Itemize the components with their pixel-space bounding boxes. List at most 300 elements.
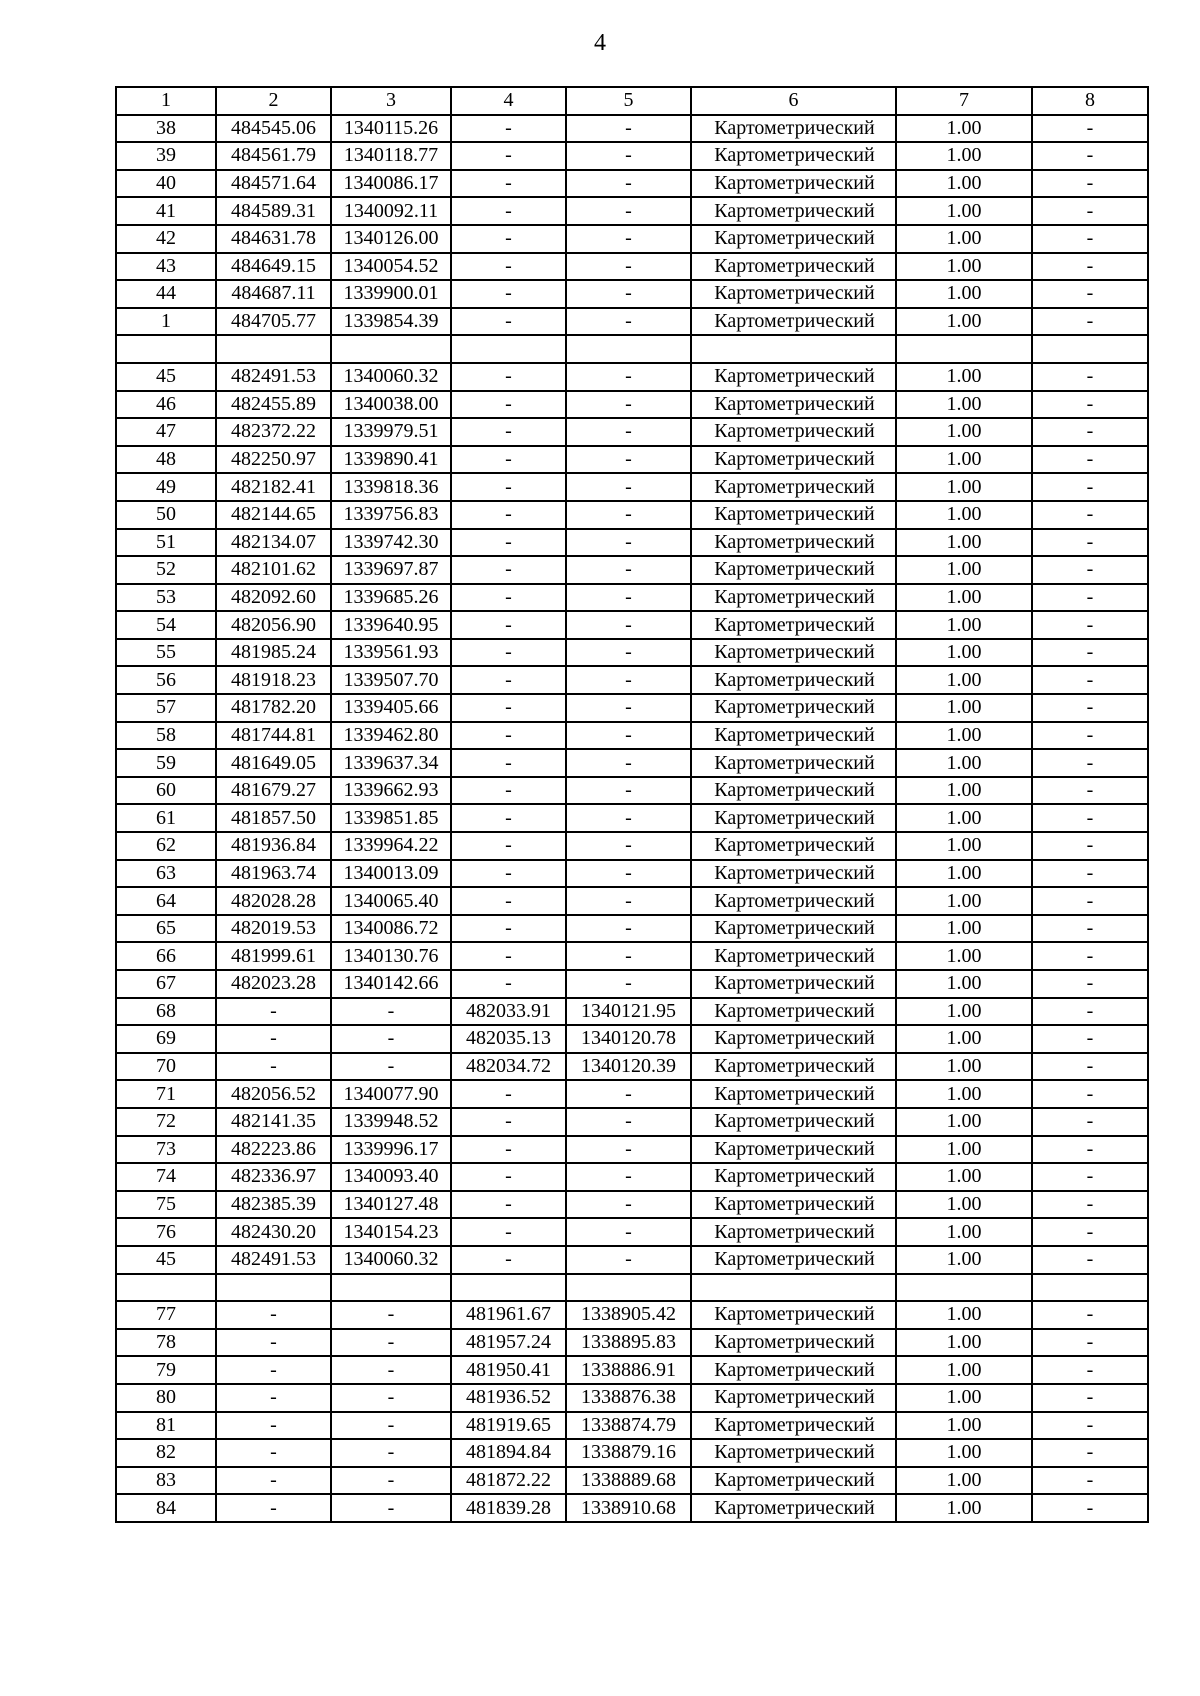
cell-x: - xyxy=(216,1053,331,1081)
cell-y-new: - xyxy=(566,556,691,584)
cell-description: - xyxy=(1032,529,1148,557)
cell-y-new: - xyxy=(566,749,691,777)
table-row xyxy=(116,115,1148,143)
cell-x: 481744.81 xyxy=(216,722,331,750)
cell-point-number: 68 xyxy=(116,998,216,1026)
cell-point-number: 82 xyxy=(116,1439,216,1467)
cell-x: 482141.35 xyxy=(216,1108,331,1136)
cell-accuracy: 1.00 xyxy=(896,942,1032,970)
cell-point-number: 78 xyxy=(116,1329,216,1357)
cell-accuracy: 1.00 xyxy=(896,556,1032,584)
cell-point-number: 51 xyxy=(116,529,216,557)
cell-x: 481936.84 xyxy=(216,832,331,860)
cell-y: 1340054.52 xyxy=(331,253,451,281)
cell-point-number: 83 xyxy=(116,1467,216,1495)
cell-method: Картометрический xyxy=(691,832,896,860)
table-row xyxy=(116,860,1148,888)
cell-accuracy: 1.00 xyxy=(896,915,1032,943)
cell-description: - xyxy=(1032,1246,1148,1274)
table-row xyxy=(116,1301,1148,1329)
cell-y: 1339996.17 xyxy=(331,1136,451,1164)
cell-method: Картометрический xyxy=(691,1246,896,1274)
cell-x-new: - xyxy=(451,280,566,308)
column-header: 2 xyxy=(216,87,331,115)
cell-accuracy: 1.00 xyxy=(896,142,1032,170)
cell-accuracy: 1.00 xyxy=(896,529,1032,557)
cell-accuracy: 1.00 xyxy=(896,1467,1032,1495)
cell-y-new: - xyxy=(566,1191,691,1219)
cell-description: - xyxy=(1032,418,1148,446)
cell-y-new: - xyxy=(566,860,691,888)
cell-x: 484687.11 xyxy=(216,280,331,308)
cell-method: Картометрический xyxy=(691,1163,896,1191)
cell-y: - xyxy=(331,1439,451,1467)
table-header-row xyxy=(116,87,1148,115)
cell-point-number: 77 xyxy=(116,1301,216,1329)
cell-description: - xyxy=(1032,170,1148,198)
cell-method: Картометрический xyxy=(691,280,896,308)
cell-x-new: - xyxy=(451,1246,566,1274)
cell-x: 482223.86 xyxy=(216,1136,331,1164)
cell-x: - xyxy=(216,1356,331,1384)
cell-y: - xyxy=(331,1053,451,1081)
table-row xyxy=(116,1191,1148,1219)
cell-y: 1340060.32 xyxy=(331,363,451,391)
table-row xyxy=(116,749,1148,777)
cell-description: - xyxy=(1032,887,1148,915)
column-header: 4 xyxy=(451,87,566,115)
cell-y: 1339979.51 xyxy=(331,418,451,446)
cell-y xyxy=(331,335,451,363)
cell-description: - xyxy=(1032,722,1148,750)
cell-y-new: 1338895.83 xyxy=(566,1329,691,1357)
cell-description: - xyxy=(1032,639,1148,667)
cell-y-new: - xyxy=(566,225,691,253)
cell-x: 482491.53 xyxy=(216,1246,331,1274)
cell-description: - xyxy=(1032,694,1148,722)
cell-y-new: - xyxy=(566,1246,691,1274)
table-row xyxy=(116,391,1148,419)
cell-accuracy: 1.00 xyxy=(896,777,1032,805)
cell-accuracy: 1.00 xyxy=(896,1191,1032,1219)
cell-description: - xyxy=(1032,1080,1148,1108)
cell-description: - xyxy=(1032,998,1148,1026)
cell-x: 482101.62 xyxy=(216,556,331,584)
cell-point-number: 64 xyxy=(116,887,216,915)
cell-accuracy: 1.00 xyxy=(896,1218,1032,1246)
cell-x-new: 481919.65 xyxy=(451,1412,566,1440)
cell-method: Картометрический xyxy=(691,391,896,419)
cell-x xyxy=(216,335,331,363)
cell-y: 1340115.26 xyxy=(331,115,451,143)
cell-description: - xyxy=(1032,115,1148,143)
cell-accuracy: 1.00 xyxy=(896,501,1032,529)
cell-description: - xyxy=(1032,1025,1148,1053)
cell-method: Картометрический xyxy=(691,363,896,391)
cell-description: - xyxy=(1032,666,1148,694)
cell-x-new: 481936.52 xyxy=(451,1384,566,1412)
cell-accuracy: 1.00 xyxy=(896,225,1032,253)
table-row xyxy=(116,777,1148,805)
cell-x-new: - xyxy=(451,970,566,998)
cell-y-new: - xyxy=(566,694,691,722)
cell-x-new: 481950.41 xyxy=(451,1356,566,1384)
cell-point-number: 44 xyxy=(116,280,216,308)
cell-y-new: - xyxy=(566,832,691,860)
cell-accuracy: 1.00 xyxy=(896,722,1032,750)
cell-method: Картометрический xyxy=(691,1301,896,1329)
cell-point-number: 69 xyxy=(116,1025,216,1053)
cell-point-number: 60 xyxy=(116,777,216,805)
cell-description: - xyxy=(1032,777,1148,805)
cell-x-new: - xyxy=(451,694,566,722)
cell-accuracy: 1.00 xyxy=(896,197,1032,225)
cell-x: - xyxy=(216,1384,331,1412)
cell-accuracy: 1.00 xyxy=(896,666,1032,694)
table-row xyxy=(116,1163,1148,1191)
table-row xyxy=(116,832,1148,860)
cell-y: - xyxy=(331,1301,451,1329)
cell-description: - xyxy=(1032,446,1148,474)
cell-x: 481918.23 xyxy=(216,666,331,694)
table-row xyxy=(116,363,1148,391)
cell-accuracy: 1.00 xyxy=(896,804,1032,832)
cell-accuracy: 1.00 xyxy=(896,418,1032,446)
cell-method: Картометрический xyxy=(691,694,896,722)
cell-method xyxy=(691,1274,896,1302)
cell-x-new: - xyxy=(451,639,566,667)
table-row xyxy=(116,666,1148,694)
cell-x-new: - xyxy=(451,225,566,253)
cell-y: 1340086.17 xyxy=(331,170,451,198)
cell-method: Картометрический xyxy=(691,1412,896,1440)
cell-y: - xyxy=(331,1412,451,1440)
cell-y-new: - xyxy=(566,308,691,336)
cell-accuracy: 1.00 xyxy=(896,253,1032,281)
cell-description: - xyxy=(1032,749,1148,777)
cell-accuracy: 1.00 xyxy=(896,887,1032,915)
table-row xyxy=(116,335,1148,363)
cell-x: 481782.20 xyxy=(216,694,331,722)
cell-y-new: - xyxy=(566,473,691,501)
cell-method: Картометрический xyxy=(691,1384,896,1412)
cell-method: Картометрический xyxy=(691,804,896,832)
cell-x-new: - xyxy=(451,556,566,584)
cell-y-new: 1338886.91 xyxy=(566,1356,691,1384)
cell-x: 484545.06 xyxy=(216,115,331,143)
cell-method: Картометрический xyxy=(691,1053,896,1081)
cell-x: 484705.77 xyxy=(216,308,331,336)
cell-x-new: - xyxy=(451,170,566,198)
table-row xyxy=(116,722,1148,750)
cell-method: Картометрический xyxy=(691,1080,896,1108)
cell-x: 481963.74 xyxy=(216,860,331,888)
cell-y-new: - xyxy=(566,804,691,832)
cell-description: - xyxy=(1032,970,1148,998)
cell-y-new: - xyxy=(566,529,691,557)
cell-point-number: 50 xyxy=(116,501,216,529)
cell-accuracy: 1.00 xyxy=(896,391,1032,419)
cell-x-new: - xyxy=(451,611,566,639)
cell-x-new: - xyxy=(451,253,566,281)
cell-x: 482336.97 xyxy=(216,1163,331,1191)
table-row xyxy=(116,170,1148,198)
table-row xyxy=(116,225,1148,253)
table-row xyxy=(116,694,1148,722)
cell-y-new: 1340121.95 xyxy=(566,998,691,1026)
cell-x-new: - xyxy=(451,418,566,446)
cell-accuracy: 1.00 xyxy=(896,1136,1032,1164)
cell-x: 481679.27 xyxy=(216,777,331,805)
column-header: 5 xyxy=(566,87,691,115)
cell-x-new: - xyxy=(451,391,566,419)
cell-description: - xyxy=(1032,1329,1148,1357)
cell-x-new: - xyxy=(451,197,566,225)
cell-point-number: 41 xyxy=(116,197,216,225)
table-row xyxy=(116,280,1148,308)
table-row xyxy=(116,142,1148,170)
cell-y: 1339854.39 xyxy=(331,308,451,336)
table-row xyxy=(116,1356,1148,1384)
cell-y: 1339851.85 xyxy=(331,804,451,832)
cell-x: 482455.89 xyxy=(216,391,331,419)
cell-description: - xyxy=(1032,611,1148,639)
cell-x: - xyxy=(216,1329,331,1357)
cell-point-number: 58 xyxy=(116,722,216,750)
table-row xyxy=(116,639,1148,667)
cell-y-new: - xyxy=(566,142,691,170)
cell-point-number: 43 xyxy=(116,253,216,281)
cell-accuracy: 1.00 xyxy=(896,1108,1032,1136)
cell-y: - xyxy=(331,1025,451,1053)
cell-accuracy: 1.00 xyxy=(896,115,1032,143)
cell-x: 482134.07 xyxy=(216,529,331,557)
cell-accuracy: 1.00 xyxy=(896,280,1032,308)
cell-method: Картометрический xyxy=(691,860,896,888)
cell-x-new: - xyxy=(451,722,566,750)
cell-point-number: 74 xyxy=(116,1163,216,1191)
cell-description: - xyxy=(1032,942,1148,970)
cell-accuracy: 1.00 xyxy=(896,1329,1032,1357)
cell-accuracy: 1.00 xyxy=(896,639,1032,667)
cell-y: - xyxy=(331,1329,451,1357)
cell-accuracy: 1.00 xyxy=(896,832,1032,860)
cell-point-number: 45 xyxy=(116,1246,216,1274)
cell-y-new: 1338876.38 xyxy=(566,1384,691,1412)
cell-x-new: - xyxy=(451,666,566,694)
cell-y-new: - xyxy=(566,611,691,639)
cell-accuracy: 1.00 xyxy=(896,1384,1032,1412)
cell-y-new: 1340120.39 xyxy=(566,1053,691,1081)
cell-y-new: - xyxy=(566,639,691,667)
cell-y: 1340118.77 xyxy=(331,142,451,170)
cell-point-number: 76 xyxy=(116,1218,216,1246)
cell-point-number: 40 xyxy=(116,170,216,198)
cell-method: Картометрический xyxy=(691,446,896,474)
cell-point-number: 57 xyxy=(116,694,216,722)
cell-method: Картометрический xyxy=(691,1218,896,1246)
table-row xyxy=(116,1329,1148,1357)
cell-point-number: 39 xyxy=(116,142,216,170)
cell-y: 1339685.26 xyxy=(331,584,451,612)
table-row xyxy=(116,1053,1148,1081)
cell-point-number: 70 xyxy=(116,1053,216,1081)
cell-method: Картометрический xyxy=(691,1108,896,1136)
cell-y-new: 1338874.79 xyxy=(566,1412,691,1440)
cell-point-number xyxy=(116,335,216,363)
cell-x-new xyxy=(451,1274,566,1302)
cell-accuracy: 1.00 xyxy=(896,1025,1032,1053)
table-row xyxy=(116,1025,1148,1053)
cell-point-number: 75 xyxy=(116,1191,216,1219)
cell-description: - xyxy=(1032,363,1148,391)
table-row xyxy=(116,1494,1148,1522)
cell-point-number: 45 xyxy=(116,363,216,391)
cell-y-new: - xyxy=(566,391,691,419)
cell-x: 484571.64 xyxy=(216,170,331,198)
cell-description: - xyxy=(1032,391,1148,419)
column-header: 7 xyxy=(896,87,1032,115)
cell-x: 482028.28 xyxy=(216,887,331,915)
cell-point-number: 79 xyxy=(116,1356,216,1384)
cell-x-new: - xyxy=(451,1108,566,1136)
cell-y-new: - xyxy=(566,915,691,943)
cell-y-new: 1338910.68 xyxy=(566,1494,691,1522)
cell-description: - xyxy=(1032,1301,1148,1329)
cell-y-new: 1338889.68 xyxy=(566,1467,691,1495)
cell-y-new: - xyxy=(566,197,691,225)
table-row xyxy=(116,1274,1148,1302)
cell-accuracy: 1.00 xyxy=(896,1053,1032,1081)
cell-method: Картометрический xyxy=(691,970,896,998)
cell-y: 1339640.95 xyxy=(331,611,451,639)
cell-x: 482372.22 xyxy=(216,418,331,446)
cell-description xyxy=(1032,335,1148,363)
cell-method: Картометрический xyxy=(691,639,896,667)
cell-y: 1339742.30 xyxy=(331,529,451,557)
cell-y: 1339890.41 xyxy=(331,446,451,474)
cell-accuracy: 1.00 xyxy=(896,308,1032,336)
cell-accuracy xyxy=(896,335,1032,363)
cell-accuracy: 1.00 xyxy=(896,1301,1032,1329)
cell-accuracy: 1.00 xyxy=(896,1356,1032,1384)
table-row xyxy=(116,970,1148,998)
table-row xyxy=(116,1384,1148,1412)
cell-method: Картометрический xyxy=(691,1356,896,1384)
table-row xyxy=(116,197,1148,225)
cell-description: - xyxy=(1032,280,1148,308)
column-header: 1 xyxy=(116,87,216,115)
cell-x-new: - xyxy=(451,915,566,943)
cell-y-new: - xyxy=(566,115,691,143)
cell-method: Картометрический xyxy=(691,915,896,943)
cell-method: Картометрический xyxy=(691,887,896,915)
cell-accuracy: 1.00 xyxy=(896,694,1032,722)
table-row xyxy=(116,942,1148,970)
cell-point-number: 56 xyxy=(116,666,216,694)
cell-y-new: - xyxy=(566,501,691,529)
cell-point-number: 72 xyxy=(116,1108,216,1136)
cell-point-number: 42 xyxy=(116,225,216,253)
cell-method: Картометрический xyxy=(691,1467,896,1495)
cell-description: - xyxy=(1032,197,1148,225)
cell-x: 482430.20 xyxy=(216,1218,331,1246)
cell-x-new: 481957.24 xyxy=(451,1329,566,1357)
cell-x: 482023.28 xyxy=(216,970,331,998)
cell-accuracy: 1.00 xyxy=(896,170,1032,198)
cell-x-new: - xyxy=(451,1218,566,1246)
cell-x: 482019.53 xyxy=(216,915,331,943)
cell-y: 1340077.90 xyxy=(331,1080,451,1108)
cell-y: - xyxy=(331,998,451,1026)
cell-y-new: 1338879.16 xyxy=(566,1439,691,1467)
cell-y: 1339756.83 xyxy=(331,501,451,529)
cell-x-new: - xyxy=(451,501,566,529)
cell-y: 1339900.01 xyxy=(331,280,451,308)
cell-y-new: - xyxy=(566,942,691,970)
cell-accuracy: 1.00 xyxy=(896,860,1032,888)
cell-description: - xyxy=(1032,1467,1148,1495)
cell-y-new: - xyxy=(566,970,691,998)
table-row xyxy=(116,418,1148,446)
table-row xyxy=(116,253,1148,281)
cell-x-new: - xyxy=(451,832,566,860)
table-row xyxy=(116,1080,1148,1108)
cell-y: 1340126.00 xyxy=(331,225,451,253)
cell-y-new: - xyxy=(566,1108,691,1136)
cell-method: Картометрический xyxy=(691,611,896,639)
cell-description: - xyxy=(1032,473,1148,501)
cell-method: Картометрический xyxy=(691,501,896,529)
cell-point-number: 48 xyxy=(116,446,216,474)
cell-accuracy: 1.00 xyxy=(896,446,1032,474)
cell-x: - xyxy=(216,1494,331,1522)
cell-description: - xyxy=(1032,1494,1148,1522)
cell-accuracy: 1.00 xyxy=(896,1246,1032,1274)
table-row xyxy=(116,501,1148,529)
cell-point-number: 1 xyxy=(116,308,216,336)
cell-x-new: - xyxy=(451,1163,566,1191)
cell-y: - xyxy=(331,1356,451,1384)
cell-point-number: 59 xyxy=(116,749,216,777)
cell-accuracy: 1.00 xyxy=(896,1494,1032,1522)
cell-x: 481985.24 xyxy=(216,639,331,667)
cell-point-number: 55 xyxy=(116,639,216,667)
cell-accuracy: 1.00 xyxy=(896,611,1032,639)
cell-accuracy: 1.00 xyxy=(896,998,1032,1026)
cell-accuracy: 1.00 xyxy=(896,473,1032,501)
cell-x-new: - xyxy=(451,804,566,832)
cell-description: - xyxy=(1032,1218,1148,1246)
cell-point-number: 53 xyxy=(116,584,216,612)
cell-description: - xyxy=(1032,860,1148,888)
cell-x: 482144.65 xyxy=(216,501,331,529)
table-row xyxy=(116,1412,1148,1440)
cell-y-new: - xyxy=(566,1080,691,1108)
table-row xyxy=(116,308,1148,336)
cell-x: - xyxy=(216,1467,331,1495)
cell-y-new: - xyxy=(566,418,691,446)
cell-method: Картометрический xyxy=(691,1136,896,1164)
cell-x: 482385.39 xyxy=(216,1191,331,1219)
cell-y-new: - xyxy=(566,1136,691,1164)
cell-x: 482092.60 xyxy=(216,584,331,612)
cell-method: Картометрический xyxy=(691,170,896,198)
cell-point-number: 66 xyxy=(116,942,216,970)
cell-y-new: - xyxy=(566,777,691,805)
cell-y-new: - xyxy=(566,280,691,308)
cell-point-number: 84 xyxy=(116,1494,216,1522)
